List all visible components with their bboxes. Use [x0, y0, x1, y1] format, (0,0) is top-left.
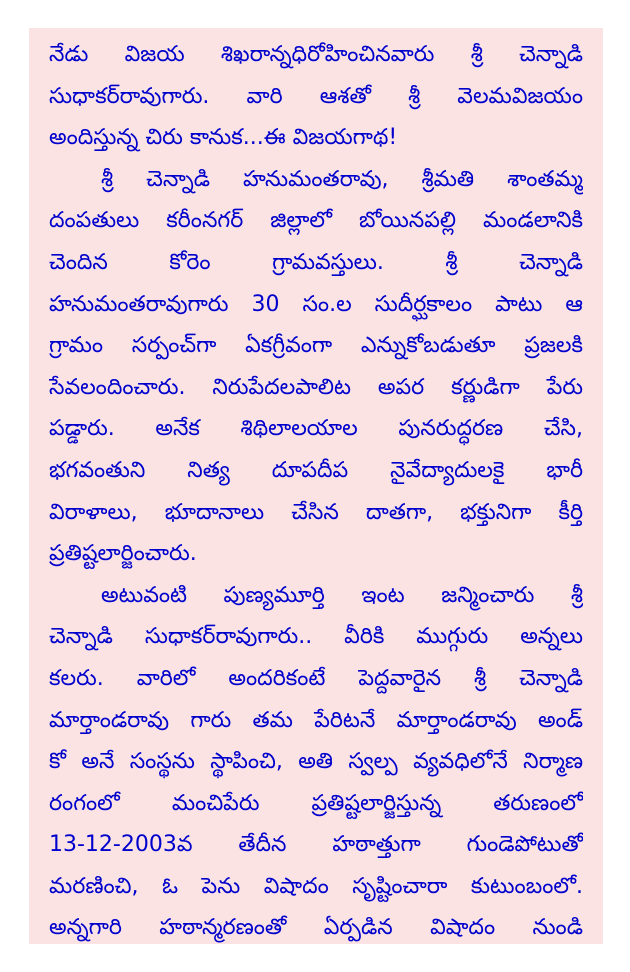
text-line: కలరు. వారిలో అందరికంటే పెద్దవారైన శ్రీ చెన్నాడి — [49, 665, 583, 691]
text-line: సేవలందించారు. నిరుపేదలపాలిట అపర కర్ణుడిగా పేరు — [49, 374, 583, 400]
text-line: చెందిన కోరెం గ్రామవస్తులు. శ్రీ చెన్నాడి — [49, 249, 583, 275]
text-line: గ్రామం సర్పంచ్‌గా ఏకగ్రీవంగా ఎన్నుకోబడుతూ ప్రజలకి — [49, 333, 583, 359]
text-line: పడ్డారు. అనేక శిథిలాలయాల పునరుద్ధరణ చేసి, — [49, 416, 583, 442]
text-line: సుధాకర్‌రావుగారు. వారి ఆశతో శ్రీ వెలమవిజయం — [49, 83, 583, 109]
text-line: హనుమంతరావుగారు 30 సం.ల సుదీర్ఘకాలం పాటు ఆ — [49, 291, 583, 317]
text-line: రంగంలో మంచిపేరు ప్రతిష్టలార్జిస్తున్న తరుణంలో — [49, 790, 583, 816]
text-line: దంపతులు కరీంనగర్ జిల్లాలో బోయినపల్లి మండలానికి — [49, 208, 583, 234]
text-line: కో అనే సంస్థను స్థాపించి, అతి స్వల్ప వ్యవధిలోనే నిర్మాణ — [49, 749, 583, 775]
text-line: అన్నగారి హఠాన్మరణంతో ఏర్పడిన విషాదం నుండి — [49, 915, 583, 941]
text-line: భగవంతుని నిత్య దూపదీప నైవేద్యాదులకై భారీ — [49, 457, 583, 483]
paragraph-2 — [49, 159, 583, 575]
text-line: మార్తాండరావు గారు తమ పేరిటనే మార్తాండరావు అండ్ — [49, 707, 583, 733]
text-line: అటువంటి పుణ్యమూర్తి ఇంట జన్మించారు శ్రీ — [101, 582, 583, 608]
text-line: విరాళాలు, భూదానాలు చేసిన దాతగా, భక్తునిగా కీర్తి — [49, 499, 583, 525]
text-line: 13-12-2003వ తేదీన హఠాత్తుగా గుండెపోటుతో — [49, 832, 583, 858]
paragraph-1 — [49, 34, 583, 159]
text-line: నేడు విజయ శిఖరాన్నధిరోహించినవారు శ్రీ చెన్నాడి — [49, 42, 583, 67]
text-line: ప్రతిష్టలార్జించారు. — [49, 541, 197, 567]
document-page — [29, 28, 603, 944]
text-line: చెన్నాడి సుధాకర్‌రావుగారు.. వీరికి ముగ్గురు అన్నలు — [49, 624, 583, 650]
text-line: అందిస్తున్న చిరు కానుక...ఈ విజయగాథ! — [49, 125, 398, 151]
text-line: శ్రీ చెన్నాడి హనుమంతరావు, శ్రీమతి శాంతమ్మ — [101, 166, 583, 192]
text-line: మరణించి, ఓ పెను విషాదం సృష్టించారా కుటుంబంలో. — [49, 873, 583, 899]
paragraph-3 — [49, 575, 583, 949]
